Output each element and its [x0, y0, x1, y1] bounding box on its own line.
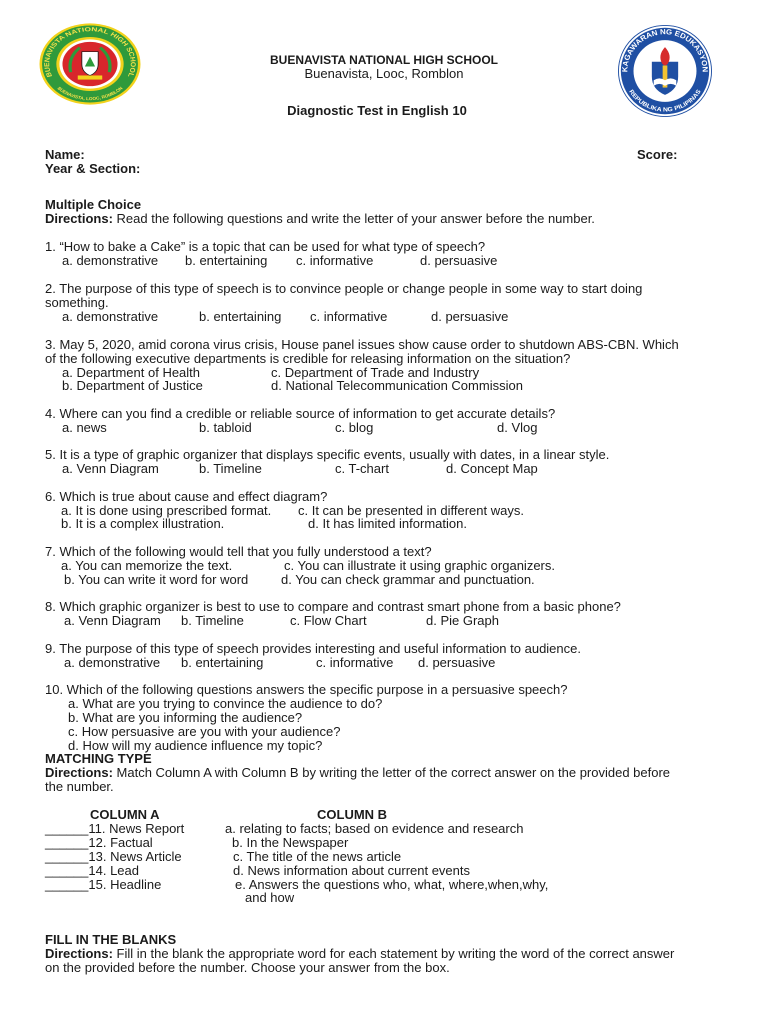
school-address: Buenavista, Looc, Romblon	[304, 66, 464, 81]
question-stem: 2. The purpose of this type of speech is to convince people or change people in some way to start doing	[45, 281, 643, 296]
option-a: a. What are you trying to convince the audience to do?	[68, 696, 383, 711]
logo-top-text: BUENAVISTA NATIONAL HIGH SCHOOL	[43, 26, 137, 78]
option-c: c. Flow Chart	[290, 613, 367, 628]
question-stem: 10. Which of the following questions answers the specific purpose in a persuasive speech?	[45, 682, 568, 697]
option-a: a. It is done using prescribed format.	[61, 503, 272, 518]
option-a: a. demonstrative	[64, 655, 161, 670]
year-section-label: Year & Section:	[45, 161, 141, 176]
directions	[45, 947, 674, 961]
directions-text: Fill in the blank the appropriate word for each statement by writing the word of the correct answer	[116, 946, 675, 961]
directions-text-continued: on the provided before the number. Choose your answer from the box.	[45, 960, 450, 975]
option-b: b. entertaining	[185, 253, 268, 268]
column-a-item: ______14. Lead	[45, 863, 139, 878]
column-b-item: b. In the Newspaper	[232, 835, 349, 850]
directions-label: Directions:	[45, 946, 113, 961]
seal-bottom-text: REPUBLIKA NG PILIPINAS	[627, 89, 703, 114]
option-b: b. entertaining	[199, 309, 282, 324]
question-stem: 1. “How to bake a Cake” is a topic that can be used for what type of speech?	[45, 239, 486, 254]
question-stem: 8. Which graphic organizer is best to use to compare and contrast smart phone from a basic phone?	[45, 599, 621, 614]
question-stem: 4. Where can you find a credible or reliable source of information to get accurate details?	[45, 406, 556, 421]
question-stem: 5. It is a type of graphic organizer that displays specific events, usually with dates, in a linear style.	[45, 447, 610, 462]
option-c: c. informative	[316, 655, 394, 670]
question-stem: 6. Which is true about cause and effect diagram?	[45, 489, 328, 504]
directions-text: Match Column A with Column B by writing the letter of the correct answer on the provided before	[116, 765, 671, 780]
directions-text-continued: the number.	[45, 779, 114, 794]
option-c: c. blog	[335, 420, 374, 435]
section-heading: Multiple Choice	[45, 197, 142, 212]
option-c: c. informative	[296, 253, 374, 268]
option-c: c. Department of Trade and Industry	[271, 365, 480, 380]
option-b: b. What are you informing the audience?	[68, 710, 303, 725]
column-b-item: c. The title of the news article	[233, 849, 402, 864]
option-b: b. Timeline	[199, 461, 262, 476]
option-a: a. Department of Health	[62, 365, 201, 380]
option-d: d. Concept Map	[446, 461, 538, 476]
option-a: a. Venn Diagram	[64, 613, 161, 628]
section-heading: FILL IN THE BLANKS	[45, 932, 177, 947]
option-a: a. demonstrative	[62, 309, 159, 324]
name-label: Name:	[45, 147, 85, 162]
column-a-item: ______11. News Report	[45, 821, 185, 836]
test-title: Diagnostic Test in English 10	[287, 103, 467, 118]
directions	[45, 212, 595, 226]
option-b: b. tabloid	[199, 420, 252, 435]
section-heading: MATCHING TYPE	[45, 751, 152, 766]
column-b-item-continued: and how	[245, 890, 295, 905]
column-a-header: COLUMN A	[90, 807, 160, 822]
column-b-item: d. News information about current events	[233, 863, 471, 878]
option-a: a. Venn Diagram	[62, 461, 159, 476]
column-b-header: COLUMN B	[317, 807, 388, 822]
question-stem-continued: of the following executive departments is credible for releasing information on the situation?	[45, 351, 571, 366]
option-d: d. Pie Graph	[426, 613, 499, 628]
column-a-item: ______12. Factual	[45, 835, 153, 850]
option-c: c. How persuasive are you with your audience?	[68, 724, 341, 739]
column-a-item: ______13. News Article	[45, 849, 182, 864]
option-d: d. persuasive	[418, 655, 496, 670]
option-a: a. demonstrative	[62, 253, 159, 268]
column-a-item: ______15. Headline	[45, 877, 162, 892]
logo-bottom-text: BUENAVISTA, LOOC, ROMBLON	[55, 86, 125, 102]
option-b: b. entertaining	[181, 655, 264, 670]
option-d: d. You can check grammar and punctuation.	[281, 572, 535, 587]
directions-label: Directions:	[45, 765, 113, 780]
option-d: d. persuasive	[420, 253, 498, 268]
option-b: b. It is a complex illustration.	[61, 516, 225, 531]
question-stem: 3. May 5, 2020, amid corona virus crisis, House panel issues show cause order to shutdown ABS-CBN. Which	[45, 337, 679, 352]
column-b-item: a. relating to facts; based on evidence and research	[225, 821, 524, 836]
directions	[45, 766, 670, 780]
score-label: Score:	[637, 147, 678, 162]
option-c: c. You can illustrate it using graphic organizers.	[284, 558, 555, 573]
option-d: d. persuasive	[431, 309, 509, 324]
question-stem: 9. The purpose of this type of speech provides interesting and useful information to audience.	[45, 641, 581, 656]
option-c: c. It can be presented in different ways.	[298, 503, 524, 518]
question-stem: 7. Which of the following would tell that you fully understood a text?	[45, 544, 432, 559]
column-b-item: e. Answers the questions who, what, where,when,why,	[235, 877, 549, 892]
option-a: a. You can memorize the text.	[61, 558, 233, 573]
option-c: c. informative	[310, 309, 388, 324]
option-c: c. T-chart	[335, 461, 389, 476]
option-d: d. How will my audience influence my topic?	[68, 738, 323, 753]
option-b: b. Timeline	[181, 613, 244, 628]
question-stem-continued: something.	[45, 295, 109, 310]
option-a: a. news	[62, 420, 107, 435]
directions-text: Read the following questions and write the letter of your answer before the number.	[116, 211, 595, 226]
option-d: d. National Telecommunication Commission	[271, 378, 523, 393]
directions-label: Directions:	[45, 211, 113, 226]
seal-top-text: KAGAWARAN NG EDUKASYON	[620, 27, 710, 73]
option-b: b. Department of Justice	[62, 378, 203, 393]
option-d: d. Vlog	[497, 420, 538, 435]
option-b: b. You can write it word for word	[64, 572, 249, 587]
school-name: BUENAVISTA NATIONAL HIGH SCHOOL	[270, 53, 498, 67]
option-d: d. It has limited information.	[308, 516, 467, 531]
